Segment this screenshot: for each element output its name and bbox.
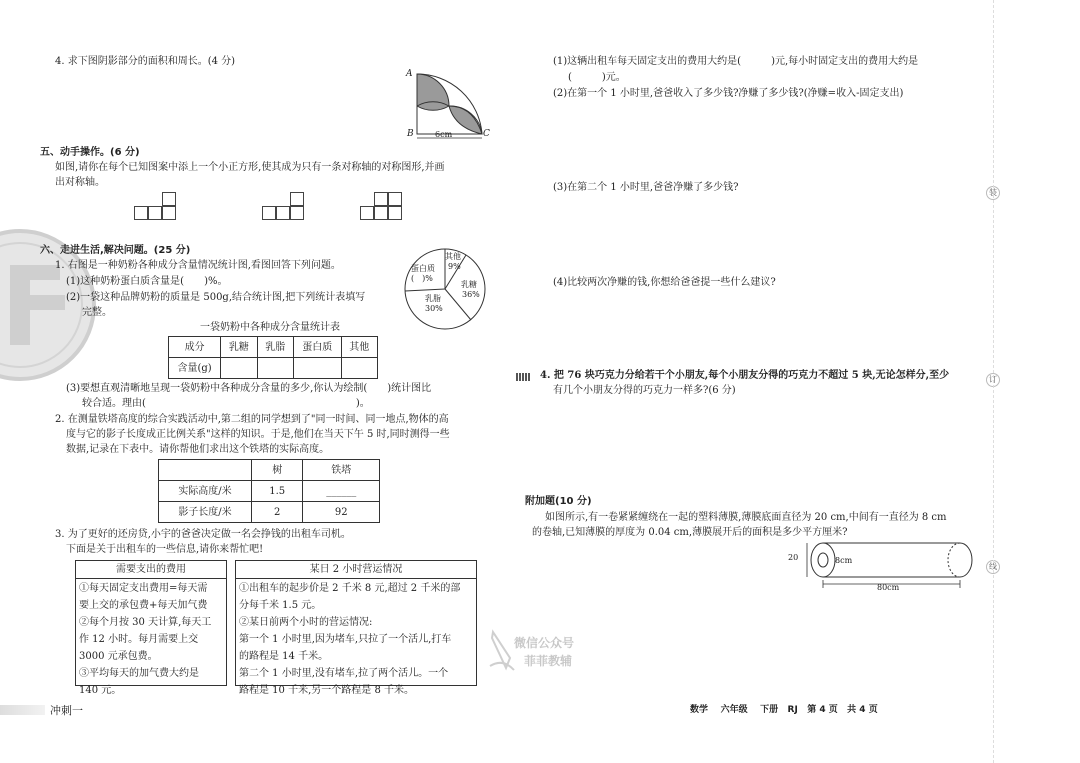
cell-blank[interactable]	[341, 358, 378, 379]
operation-line: ①出租车的起步价是 2 千米 8 元,超过 2 千米的部	[239, 583, 461, 594]
q3-line2: 下面是关于出租车的一些信息,请你来帮忙吧!	[66, 544, 264, 555]
pie-fat-pct: 30%	[425, 304, 443, 313]
th-other: 其他	[341, 337, 378, 358]
bonus-title: 附加题(10 分)	[525, 496, 592, 507]
q1-3a: (3)要想直观清晰地呈现一袋奶粉中各种成分含量的多少,你认为绘制( )统计图比	[66, 383, 432, 394]
tower-height-blank[interactable]: ______	[303, 481, 380, 502]
pattern-1	[134, 192, 184, 224]
th-fat: 乳脂	[257, 337, 293, 358]
footer-edition: RJ	[787, 705, 798, 715]
footer-volume: 下册	[760, 705, 779, 715]
th-protein: 蛋白质	[294, 337, 341, 358]
cost-line: ①每天固定支出费用=每天需	[79, 583, 208, 594]
sec6-title: 六、走进生活,解决问题。(25 分)	[40, 245, 191, 256]
label-a: A	[406, 69, 413, 79]
footer-total: 共 4 页	[847, 705, 878, 715]
footer-grade: 六年级	[720, 705, 748, 715]
q4-figure	[405, 66, 495, 144]
cost-line: 要上交的承包费+每天加气费	[79, 600, 208, 611]
roll-length: 80cm	[877, 583, 900, 592]
th-component: 成分	[169, 337, 221, 358]
roll-outer-diameter: 20	[788, 553, 799, 562]
cost-line: 3000 元承包费。	[79, 651, 158, 662]
r-q3-2: (2)在第一个 1 小时里,爸爸收入了多少钱?净赚了多少钱?(净赚=收入-固定支出)	[553, 88, 904, 99]
row-shadow-length: 影子长度/米	[159, 502, 252, 523]
pie-chart	[403, 247, 487, 331]
footer-subject: 数学	[690, 705, 709, 715]
qr-icon	[516, 373, 530, 381]
operation-line: 第一个 1 小时里,因为堵车,只拉了一个活儿,打车	[239, 634, 452, 645]
q1-2a: (2)一袋这种品牌奶粉的质量是 500g,结合统计图,把下列统计表填写	[66, 292, 366, 303]
roll-inner-diameter: 8cm	[835, 556, 853, 565]
dim-6cm: 6cm	[435, 130, 453, 139]
cost-line: ②每个月按 30 天计算,每天工	[79, 617, 212, 628]
q1-1: (1)这种奶粉蛋白质含量是( )%。	[66, 276, 228, 287]
pie-other-pct: 9%	[448, 262, 461, 271]
binding-line	[993, 0, 994, 763]
sec5-line2: 出对称轴。	[55, 177, 105, 188]
pie-lactose-pct: 36%	[462, 290, 480, 299]
sec5-line1: 如图,请你在每个已知图案中添上一个小正方形,使其成为只有一条对称轴的对称图形,并画	[55, 162, 445, 173]
operation-line: ②某日前两个小时的营运情况:	[239, 617, 373, 628]
footer-page: 第 4 页	[807, 705, 838, 715]
cell-empty	[159, 460, 252, 481]
q1-intro: 1. 右图是一种奶粉各种成分含量情况统计图,看图回答下列问题。	[55, 260, 341, 271]
shadow-table	[158, 459, 380, 523]
pie-other: 其他	[445, 252, 461, 261]
q1-3b: 较合适。理由( )。	[82, 398, 370, 409]
r-q3-1a: (1)这辆出租车每天固定支出的费用大约是( )元,每小时固定支出的费用大约是	[553, 56, 919, 67]
bonus-line1: 如图所示,有一卷紧紧缠绕在一起的塑料薄膜,薄膜底面直径为 20 cm,中间有一直径为 8 cm	[545, 512, 947, 523]
r-q4-line2: 有几个小朋友分得的巧克力一样多?(6 分)	[553, 385, 736, 396]
row-label-content: 含量(g)	[169, 358, 221, 379]
wechat-watermark	[488, 628, 608, 676]
tree-shadow: 2	[252, 502, 303, 523]
th-lactose: 乳糖	[221, 337, 257, 358]
q2-line3: 数据,记录在下表中。请你帮他们求出这个铁塔的实际高度。	[66, 444, 330, 455]
tower-shadow: 92	[303, 502, 380, 523]
footer-bar-left	[0, 705, 45, 715]
nutrition-table	[168, 336, 378, 379]
q3-line1: 3. 为了更好的还房贷,小宇的爸爸决定做一名会挣钱的出租车司机。	[55, 529, 351, 540]
r-q3-1b: ( )元。	[568, 72, 626, 83]
operation-line: 分每千米 1.5 元。	[239, 600, 322, 611]
cost-box-title: 需要支出的费用	[76, 561, 226, 579]
q4-text: 4. 求下图阴影部分的面积和周长。(4 分)	[55, 56, 236, 67]
cell-blank[interactable]	[257, 358, 293, 379]
label-b: B	[407, 129, 414, 139]
pie-protein-pct: ( )%	[411, 274, 433, 283]
pie-protein: 蛋白质	[411, 264, 435, 273]
th-tree: 树	[252, 460, 303, 481]
watermark-line1: 微信公众号	[514, 636, 575, 650]
th-tower: 铁塔	[303, 460, 380, 481]
pie-lactose: 乳糖	[461, 280, 477, 289]
pattern-2	[262, 192, 312, 224]
bonus-line2: 的卷轴,已知薄膜的厚度为 0.04 cm,薄膜展开后的面积是多少平方厘米?	[532, 527, 848, 538]
watermark-line2: 菲菲教辅	[524, 654, 573, 668]
footer-info	[690, 704, 878, 718]
r-q4-line1: 4. 把 76 块巧克力分给若干个小朋友,每个小朋友分得的巧克力不超过 5 块,无论怎样分,至少	[540, 370, 950, 381]
operation-line: 第二个 1 小时里,没有堵车,拉了两个活儿。一个	[239, 668, 449, 679]
binding-hole: 订	[986, 373, 1000, 387]
q2-line2: 度与它的影子长度成正比例关系"这样的知识。于是,他们在当天下午 5 时,同时测得一些	[66, 429, 450, 440]
table-title: 一袋奶粉中各种成分含量统计表	[200, 322, 340, 333]
q1-2b: 完整。	[82, 307, 112, 318]
r-q3-3: (3)在第二个 1 小时里,爸爸净赚了多少钱?	[553, 182, 739, 193]
q2-line1: 2. 在测量铁塔高度的综合实践活动中,第二组的同学想到了"同一时间、同一地点,物体的高	[55, 414, 449, 425]
pattern-3	[360, 192, 410, 224]
label-c: C	[483, 129, 490, 139]
pie-fat: 乳脂	[425, 294, 441, 303]
binding-hole: 线	[986, 560, 1000, 574]
row-actual-height: 实际高度/米	[159, 481, 252, 502]
binding-hole: 装	[986, 186, 1000, 200]
cost-line: ③平均每天的加气费大约是	[79, 668, 199, 679]
cell-blank[interactable]	[221, 358, 257, 379]
footer-section: 冲刺一	[50, 704, 83, 717]
film-roll-figure	[785, 540, 975, 595]
cost-line: 作 12 小时。每月需要上交	[79, 634, 199, 645]
operation-line: 路程是 10 千米,另一个路程是 8 千米。	[239, 685, 414, 696]
operation-box	[235, 560, 477, 696]
cost-box	[75, 560, 227, 696]
cost-line: 140 元。	[79, 685, 122, 696]
r-q3-4: (4)比较两次净赚的钱,你想给爸爸提一些什么建议?	[553, 277, 776, 288]
cell-blank[interactable]	[294, 358, 341, 379]
operation-line: 的路程是 14 千米。	[239, 651, 329, 662]
sec5-title: 五、动手操作。(6 分)	[40, 147, 140, 158]
operation-box-title: 某日 2 小时营运情况	[236, 561, 476, 579]
tree-height: 1.5	[252, 481, 303, 502]
